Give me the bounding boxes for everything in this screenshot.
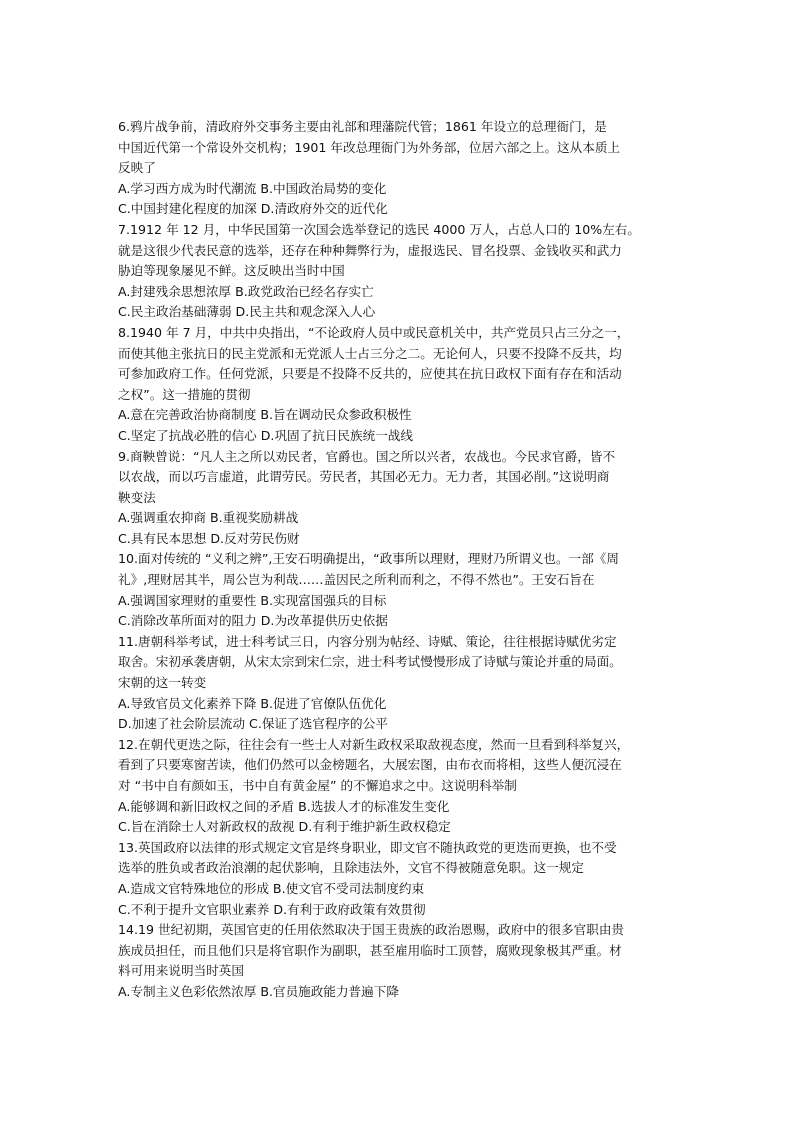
question-stem-line: 选举的胜负或者政治浪潮的起伏影响，且除违法外，文官不得被随意免职。这一规定	[118, 860, 584, 876]
answer-options-line: A.专制主义色彩依然浓厚 B.官员施政能力普遍下降	[118, 983, 399, 999]
question-10	[118, 549, 688, 631]
question-stem-line: 对 “书中自有颜如玉，书中自有黄金屋” 的不懈追求之中。这说明科举制	[118, 778, 517, 793]
answer-options-line: C.具有民本思想 D.反对劳民伤财	[118, 530, 300, 546]
question-stem-line: 9.商鞅曾说：“凡人主之所以劝民者，官爵也。国之所以兴者，农战也。今民求官爵，皆不	[118, 448, 616, 464]
answer-options-line: C.消除改革所面对的阻力 D.为改革提供历史依据	[118, 613, 388, 629]
question-stem-line: 看到了只要寒窗苦读，他们仍然可以金榜题名，大展宏图，由布衣而将相，这些人便沉浸在	[118, 757, 622, 773]
question-stem-line: 族成员担任，而且他们只是将官职作为副职，甚至雇用临时工顶替，腐败现象极其严重。材	[118, 942, 622, 958]
answer-options-line: C.不利于提升文官职业素养 D.有利于政府政策有效贯彻	[118, 901, 426, 917]
question-stem-line: 以农战，而以巧言虚道，此谓劳民。劳民者，其国必无力。无力者，其国必削。”这说明商	[118, 469, 610, 485]
question-9	[118, 447, 688, 550]
answer-options-line: A.封建残余思想浓厚 B.政党政治已经名存实亡	[118, 283, 374, 299]
question-8	[118, 323, 688, 447]
answer-options-line: A.导致官员文化素养下降 B.促进了官僚队伍优化	[118, 695, 387, 711]
question-stem-line: 6.鸦片战争前，清政府外交事务主要由礼部和理藩院代管；1861 年设立的总理衙门，是	[118, 119, 607, 134]
question-7	[118, 220, 688, 323]
question-stem-line: 7.1912 年 12 月，中华民国第一次国会选举登记的选民 4000 万人，占总人口的 10%左右。	[118, 221, 640, 237]
answer-options-line: C.坚定了抗战必胜的信心 D.巩固了抗日民族统一战线	[118, 427, 413, 443]
question-stem-line: 取舍。宋初承袭唐朝，从宋太宗到宋仁宗，进士科考试慢慢形成了诗赋与策论并重的局面。	[118, 654, 622, 670]
question-stem-line: 胁迫等现象屡见不鲜。这反映出当时中国	[118, 263, 345, 279]
question-stem-line: 反映了	[118, 160, 156, 176]
question-stem-line: 13.英国政府以法律的形式规定文官是终身职业，即文官不随执政党的更迭而更换，也不受	[118, 839, 617, 855]
question-6	[118, 117, 688, 220]
question-stem-line: 可参加政府工作。任何党派，只要是不投降不反共的，应使其在抗日政权下面有存在和活动	[118, 366, 622, 382]
question-11	[118, 632, 688, 735]
question-stem-line: 中国近代第一个常设外交机构；1901 年改总理衙门为外务部，位居六部之上。这从本质上	[118, 139, 621, 155]
question-stem-line: 8.1940 年 7 月，中共中央指出，“不论政府人员中或民意机关中，共产党员只占三分之一，	[118, 324, 630, 340]
answer-options-line: C.旨在消除士人对新政权的敌视 D.有利于维护新生政权稳定	[118, 819, 451, 835]
question-stem-line: 就是这很少代表民意的选举，还存在种种舞弊行为，虚报选民、冒名投票、金钱收买和武力	[118, 242, 622, 258]
question-list	[118, 117, 688, 1003]
answer-options-line: C.中国封建化程度的加深 D.清政府外交的近代化	[118, 201, 388, 217]
answer-options-line: A.能够调和新旧政权之间的矛盾 B.选拔人才的标准发生变化	[118, 798, 450, 814]
question-14	[118, 920, 688, 1002]
question-stem-line: 11.唐朝科举考试，进士科考试三日，内容分别为帖经、诗赋、策论，往往根据诗赋优劣定	[118, 633, 617, 649]
question-stem-line: 宋朝的这一转变	[118, 675, 207, 691]
answer-options-line: C.民主政治基础薄弱 D.民主共和观念深入人心	[118, 304, 376, 320]
question-stem-line: 10.面对传统的 “义利之辨”,王安石明确提出，“政事所以理财，理财乃所谓义也。一部《周	[118, 551, 619, 567]
answer-options-line: D.加速了社会阶层流动 C.保证了选官程序的公平	[118, 716, 388, 732]
question-stem-line: 12.在朝代更迭之际，往往会有一些士人对新生政权采取敌视态度，然而一旦看到科举复兴，	[118, 736, 630, 752]
question-12	[118, 735, 688, 838]
question-stem-line: 料可用来说明当时英国	[118, 963, 244, 979]
question-stem-line: 鞅变法	[118, 489, 156, 505]
question-stem-line: 之权”。这一措施的贯彻	[118, 386, 251, 402]
answer-options-line: A.造成文官特殊地位的形成 B.使文官不受司法制度约束	[118, 880, 425, 896]
answer-options-line: A.意在完善政治协商制度 B.旨在调动民众参政积极性	[118, 407, 412, 423]
question-13	[118, 838, 688, 920]
question-stem-line: 礼》,理财居其半，周公岂为利哉……盖因民之所利而利之，不得不然也”。王安石旨在	[118, 572, 595, 588]
answer-options-line: A.强调国家理财的重要性 B.实现富国强兵的目标	[118, 592, 387, 608]
question-stem-line: 14.19 世纪初期，英国官吏的任用依然取决于国王贵族的政治恩赐，政府中的很多官职由贵	[118, 922, 625, 938]
question-stem-line: 而使其他主张抗日的民主党派和无党派人士占三分之二。无论何人，只要不投降不反共，均	[118, 345, 622, 361]
answer-options-line: A.学习西方成为时代潮流 B.中国政治局势的变化	[118, 180, 387, 196]
answer-options-line: A.强调重农抑商 B.重视奖励耕战	[118, 510, 299, 526]
